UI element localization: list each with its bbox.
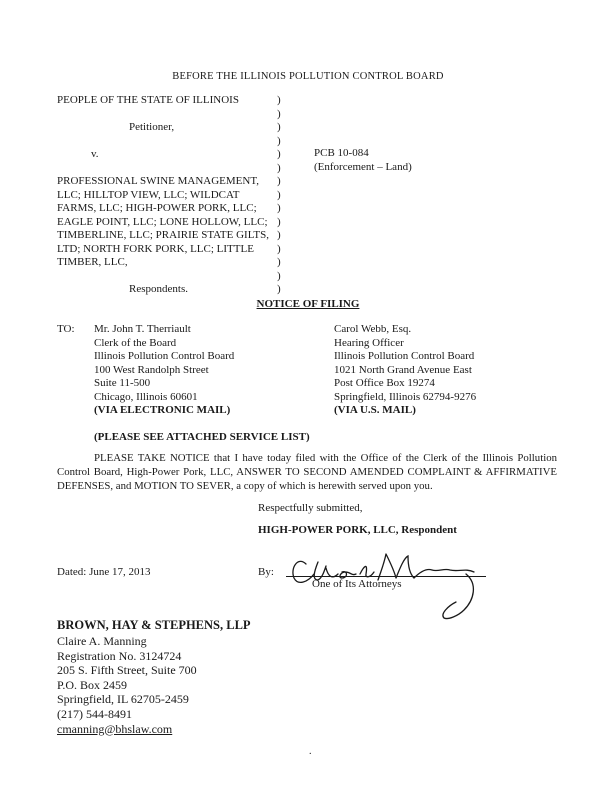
recipient-1-line: Clerk of the Board (94, 336, 177, 349)
respondent-line: PROFESSIONAL SWINE MANAGEMENT, (57, 175, 259, 187)
city-state-zip: Springfield, IL 62705-2459 (57, 692, 189, 707)
complainant-name: PEOPLE OF THE STATE OF ILLINOIS (57, 94, 239, 106)
notice-body: PLEASE TAKE NOTICE that I have today filed with the Office of the Clerk of the Illinois Pollution Control Board, High-Power Pork, LLC, ANSWER TO SECOND AMENDED COMPLAINT & AFFIRMATIVE DEFENSES, and MOTION TO SEVER, a copy of which is herewith served upon you. (57, 452, 557, 492)
respondent-line: TIMBERLINE, LLC; PRAIRIE STATE GILTS, (57, 229, 269, 241)
street-address: 205 S. Fifth Street, Suite 700 (57, 663, 197, 678)
recipient-address-1 (94, 323, 234, 418)
board-title: BEFORE THE ILLINOIS POLLUTION CONTROL BOARD (172, 71, 444, 82)
filing-party: HIGH-POWER PORK, LLC, Respondent (258, 524, 457, 536)
respondent-line: TIMBER, LLC, (57, 256, 128, 268)
caption-brackets: ) ) ) ) ) ) ) ) ) ) ) ) ) ) ) (277, 94, 281, 295)
recipient-1-line: Suite 11-500 (94, 377, 151, 389)
case-identifier (314, 147, 412, 174)
versus-label: v. (91, 148, 99, 160)
recipient-2-line: Carol Webb, Esq. (334, 323, 412, 335)
case-type: (Enforcement – Land) (314, 160, 412, 173)
firm-name: BROWN, HAY & STEPHENS, LLP (57, 618, 251, 632)
firm-contact-block (57, 634, 197, 736)
respondent-line: FARMS, LLC; HIGH-POWER PORK, LLC; (57, 202, 257, 214)
respondent-role: Respondents. (129, 283, 188, 295)
notice-heading: NOTICE OF FILING (256, 298, 360, 310)
recipient-1-line: Mr. John T. Therriault (94, 323, 191, 335)
recipient-1-line: Illinois Pollution Control Board (94, 350, 235, 362)
attorney-name: Claire A. Manning (57, 634, 147, 648)
recipient-2-line: 1021 North Grand Avenue East (334, 363, 472, 376)
recipient-1-line: Chicago, Illinois 60601 (94, 390, 198, 403)
registration-number: Registration No. 3124724 (57, 648, 182, 663)
complainant-role: Petitioner, (129, 121, 175, 133)
case-caption-parties (57, 94, 269, 297)
service-list-note: (PLEASE SEE ATTACHED SERVICE LIST) (94, 431, 310, 443)
phone-number: (217) 544-8491 (57, 706, 132, 721)
recipient-2-line: Post Office Box 19274 (334, 377, 435, 389)
recipient-1-line: 100 West Randolph Street (94, 363, 209, 376)
page-footer-mark: . (309, 746, 312, 757)
email-link[interactable]: cmanning@bhslaw.com (57, 721, 173, 736)
signer-title: One of Its Attorneys (312, 578, 402, 590)
recipient-address-2 (334, 323, 476, 418)
respondent-line: LTD; NORTH FORK PORK, LLC; LITTLE (57, 242, 254, 255)
recipient-2-line: Springfield, Illinois 62794-9276 (334, 390, 477, 403)
to-label: TO: (57, 323, 75, 335)
recipient-2-line: Illinois Pollution Control Board (334, 350, 475, 362)
respondent-line: LLC; HILLTOP VIEW, LLC; WILDCAT (57, 188, 240, 201)
by-label: By: (258, 566, 274, 578)
closing: Respectfully submitted, (258, 502, 363, 514)
po-box: P.O. Box 2459 (57, 677, 128, 692)
date-line: Dated: June 17, 2013 (57, 566, 151, 578)
case-number: PCB 10-084 (314, 147, 369, 159)
recipient-2-line: Hearing Officer (334, 336, 404, 349)
recipient-1-delivery: (VIA ELECTRONIC MAIL) (94, 404, 231, 416)
recipient-2-delivery: (VIA U.S. MAIL) (334, 404, 416, 416)
respondent-line: EAGLE POINT, LLC; LONE HOLLOW, LLC; (57, 215, 268, 228)
